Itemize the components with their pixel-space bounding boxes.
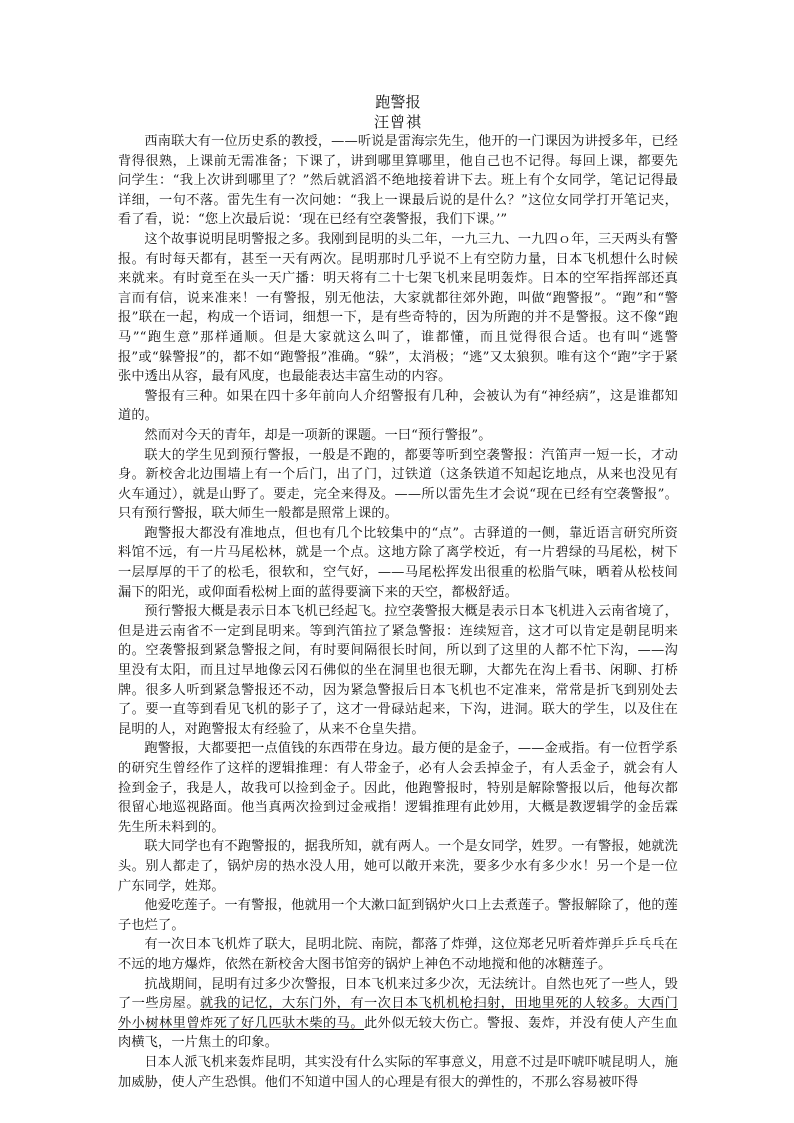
- paragraph-5: 联大的学生见到预行警报，一般是不跑的，都要等听到空袭警报：汽笛声一短一长，才动身。新校舍北边围墙上有一个后门，出了门，过铁道（这条铁道不知起讫地点，从来也没见有火车通过），就是山野了。要走，完全来得及。——所以雷先生才会说“现在已经有空袭警报”。只有预行警报，联大师生一般都是照常上课的。: [118, 447, 678, 522]
- paragraph-4: 然而对今天的青年，却是一项新的课题。一曰“预行警报”。: [144, 427, 492, 443]
- paragraph-12-end: 此外似无较大伤亡。警报、轰炸，并没有使人产生血肉横飞，一片焦土的印象。: [118, 1015, 678, 1051]
- paragraph-12-start: 抗战期间，昆明有过多少次警报，日本飞机来过多少次，无法统计。自然也死了一些人，毁了一些房屋。: [118, 976, 678, 1012]
- paragraph-2: 这个故事说明昆明警报之多。我刚到昆明的头二年，一九三九、一九四ｏ年，三天两头有警报。有时每天都有，甚至一天有两次。昆明那时几乎说不上有空防力量，日本飞机想什么时候来就来。有时竟至在头一天广播：明天将有二十七架飞机来昆明轰炸。日本的空军指挥部还真言而有信，说来准来！一有警报，别无他法，大家就都往郊外跑，叫做“跑警报”。“跑”和“警报”联在一起，构成一个语词，细想一下，是有些奇特的，因为所跑的并不是警报。这不像“跑马”“跑生意”那样通顺。但是大家就这么叫了，谁都懂，而且觉得很合适。也有叫“逃警报”或“躲警报”的，都不如“跑警报”准确。“躲”，太消极；“逃”又太狼狈。唯有这个“跑”字于紧张中透出从容，最有风度，也最能表达丰富生动的内容。: [118, 231, 678, 385]
- paragraph-1: 西南联大有一位历史系的教授，——听说是雷海宗先生，他开的一门课因为讲授多年，已经背得很熟，上课前无需准备；下课了，讲到哪里算哪里，他自己也不记得。每回上课，都要先问学生：“我上次讲到哪里了？”然后就滔滔不绝地接着讲下去。班上有个女同学，笔记记得最详细，一句不落。雷先生有一次问她：“我上一课最后说的是什么？”这位女同学打开笔记夹，看了看，说：“您上次最后说：‘现在已经有空袭警报，我们下课。’”: [118, 134, 678, 228]
- paragraph-11: 有一次日本飞机炸了联大，昆明北院、南院，都落了炸弹，这位郑老兄听着炸弹乒乒乓乓在不远的地方爆炸，依然在新校舍大图书馆旁的锅炉上神色不动地搅和他的冰糖莲子。: [118, 937, 678, 972]
- paragraph-9: 联大同学也有不跑警报的，据我所知，就有两人。一个是女同学，姓罗。一有警报，她就洗头。别人都走了，锅炉房的热水没人用，她可以敞开来洗，要多少水有多少水！另一个是一位广东同学，姓郑。: [118, 839, 678, 894]
- document-author: 汪曾祺: [373, 113, 422, 131]
- paragraph-13: 日本人派飞机来轰炸昆明，其实没有什么实际的军事意义，用意不过是吓唬吓唬昆明人，施加威胁，使人产生恐惧。他们不知道中国人的心理是有很大的弹性的，不那么容易被吓得: [118, 1054, 678, 1090]
- document-page: [118, 92, 678, 1092]
- paragraph-3: 警报有三种。如果在四十多年前向人介绍警报有几种，会被认为有“神经病”，这是谁都知道的。: [118, 388, 678, 424]
- paragraph-7: 预行警报大概是表示日本飞机已经起飞。拉空袭警报大概是表示日本飞机进入云南省境了，但是进云南省不一定到昆明来。等到汽笛拉了紧急警报：连续短音，这才可以肯定是朝昆明来的。空袭警报到紧急警报之间，有时要间隔很长时间，所以到了这里的人都不忙下沟，——沟里没有太阳，而且过早地像云冈石佛似的坐在洞里也很无聊，大都先在沟上看书、闲聊、打桥牌。很多人听到紧急警报还不动，因为紧急警报后日本飞机也不定准来，常常是折飞到别处去了。要一直等到看见飞机的影子了，这才一骨碌站起来，下沟，进洞。联大的学生，以及住在昆明的人，对跑警报太有经验了，从来不仓皇失措。: [118, 604, 678, 737]
- paragraph-6: 跑警报大都没有准地点，但也有几个比较集中的“点”。古驿道的一侧，靠近语言研究所资料馆不远，有一片马尾松林，就是一个点。这地方除了离学校近，有一片碧绿的马尾松，树下一层厚厚的干了的松毛，很软和，空气好，——马尾松挥发出很重的松脂气味，晒着从松枝间漏下的阳光，或仰面看松树上面的蓝得要滴下来的天空，都极舒适。: [118, 525, 678, 600]
- underlined-passage: 就我的记忆，大东门外，有一次日本飞机机枪扫射，田地里死的人较多。大西门外小树林里曾炸死了好几匹驮木柴的马。: [118, 996, 678, 1031]
- paragraph-10: 他爱吃莲子。一有警报，他就用一个大漱口缸到锅炉火口上去煮莲子。警报解除了，他的莲子也烂了。: [118, 898, 678, 933]
- document-title: 跑警报: [375, 93, 421, 111]
- paragraph-12: [118, 975, 678, 1053]
- paragraph-8: 跑警报，大都要把一点值钱的东西带在身边。最方便的是金子，——金戒指。有一位哲学系的研究生曾经作了这样的逻辑推理：有人带金子，必有人会丢掉金子，有人丢金子，就会有人捡到金子，我是人，故我可以捡到金子。因此，他跑警报时，特别是解除警报以后，他每次都很留心地巡视路面。他当真两次捡到过金戒指！逻辑推理有此妙用，大概是教逻辑学的金岳霖先生所未料到的。: [118, 741, 678, 835]
